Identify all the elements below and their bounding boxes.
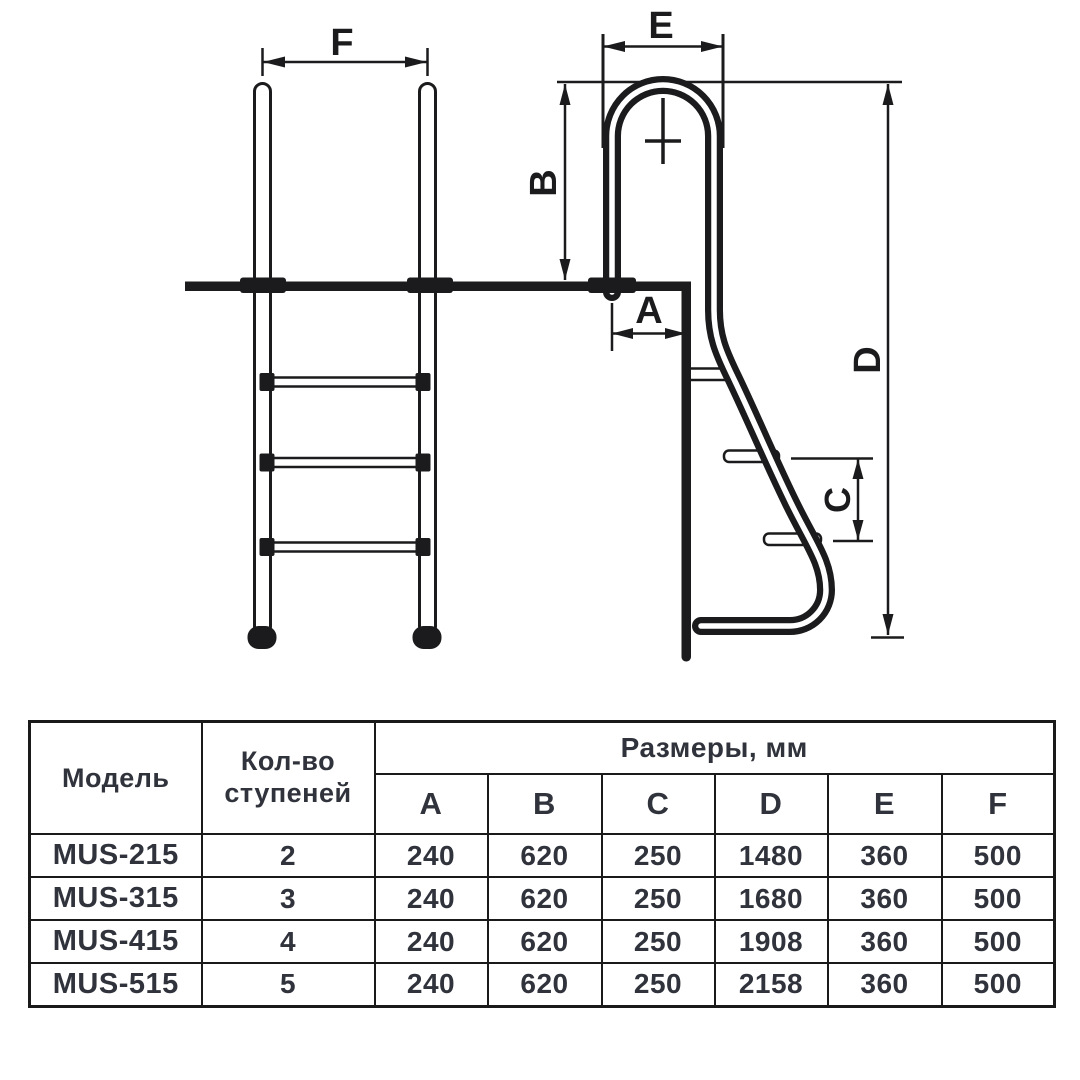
value-cell: 2158 bbox=[715, 963, 828, 1006]
value-cell: 250 bbox=[602, 963, 715, 1006]
rail-foot-right bbox=[413, 626, 442, 649]
model-cell: MUS-215 bbox=[30, 834, 202, 877]
model-cell: MUS-315 bbox=[30, 877, 202, 920]
dimension-label-f: F bbox=[330, 22, 354, 64]
rail-foot-left bbox=[248, 626, 277, 649]
steps-cell: 4 bbox=[202, 920, 375, 963]
value-cell: 1680 bbox=[715, 877, 828, 920]
value-cell: 620 bbox=[488, 920, 602, 963]
steps-cell: 5 bbox=[202, 963, 375, 1006]
dim-letter-d: D bbox=[715, 774, 828, 834]
model-cell: MUS-515 bbox=[30, 963, 202, 1006]
center-cross-mark bbox=[645, 98, 681, 164]
dimension-label-a: A bbox=[635, 290, 663, 332]
dimension-label-d: D bbox=[847, 346, 889, 374]
value-cell: 500 bbox=[942, 834, 1055, 877]
value-cell: 240 bbox=[375, 920, 488, 963]
value-cell: 500 bbox=[942, 920, 1055, 963]
value-cell: 360 bbox=[828, 920, 942, 963]
value-cell: 250 bbox=[602, 920, 715, 963]
table-row bbox=[30, 963, 1055, 1006]
value-cell: 1908 bbox=[715, 920, 828, 963]
column-header-dimensions: Размеры, мм bbox=[375, 722, 1055, 775]
value-cell: 250 bbox=[602, 877, 715, 920]
rung-1 bbox=[272, 378, 418, 387]
value-cell: 360 bbox=[828, 963, 942, 1006]
dim-letter-c: C bbox=[602, 774, 715, 834]
dim-letter-b: B bbox=[488, 774, 602, 834]
dimension-label-b: B bbox=[523, 169, 565, 197]
header-row-top bbox=[30, 722, 1055, 775]
dim-letter-e: E bbox=[828, 774, 942, 834]
column-header-model: Модель bbox=[30, 722, 202, 835]
value-cell: 240 bbox=[375, 877, 488, 920]
rung-2 bbox=[272, 458, 418, 467]
value-cell: 620 bbox=[488, 963, 602, 1006]
pool-wall-line bbox=[682, 282, 692, 662]
table-row bbox=[30, 834, 1055, 877]
value-cell: 500 bbox=[942, 963, 1055, 1006]
dim-letter-a: A bbox=[375, 774, 488, 834]
deck-line bbox=[185, 282, 691, 292]
ladder-front-view bbox=[248, 84, 442, 650]
value-cell: 620 bbox=[488, 877, 602, 920]
steps-header-line1: Кол-во bbox=[240, 746, 336, 777]
model-cell: MUS-415 bbox=[30, 920, 202, 963]
value-cell: 250 bbox=[602, 834, 715, 877]
steps-header-line2: ступеней bbox=[224, 778, 352, 808]
value-cell: 240 bbox=[375, 834, 488, 877]
steps-cell: 3 bbox=[202, 877, 375, 920]
value-cell: 240 bbox=[375, 963, 488, 1006]
spec-table bbox=[28, 720, 1056, 1008]
value-cell: 620 bbox=[488, 834, 602, 877]
rung-3 bbox=[272, 543, 418, 552]
value-cell: 360 bbox=[828, 877, 942, 920]
dimension-label-e: E bbox=[648, 5, 674, 47]
table-row bbox=[30, 877, 1055, 920]
spec-table-container bbox=[28, 720, 1053, 1008]
dim-letter-f: F bbox=[942, 774, 1055, 834]
steps-cell: 2 bbox=[202, 834, 375, 877]
value-cell: 500 bbox=[942, 877, 1055, 920]
dimension-label-c: C bbox=[817, 487, 858, 513]
table-row bbox=[30, 920, 1055, 963]
value-cell: 1480 bbox=[715, 834, 828, 877]
column-header-steps bbox=[202, 722, 375, 835]
value-cell: 360 bbox=[828, 834, 942, 877]
